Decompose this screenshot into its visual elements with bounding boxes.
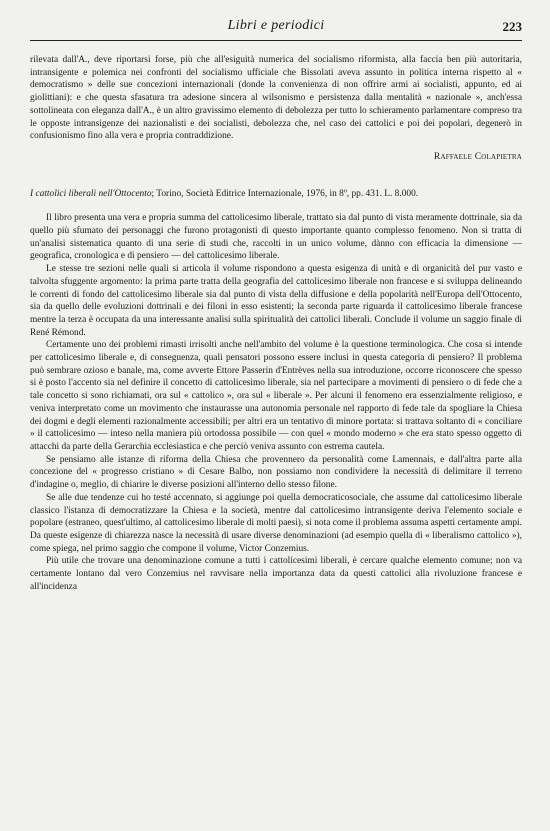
review-paragraph: Il libro presenta una vera e propria summa del cattolicesimo liberale, trattato sia dal punto di vista meramente dottrinale, sia da quello più sfumato dei personaggi che furono protagonisti di questo importante quanto complesso fenomeno. Non si tratta di un'analisi sistematica quanto di una serie di studi che, raccolti in un unico volume, dànno con efficacia la dimensione — geografica, cronologica e di pensiero — del cattolicesimo liberale. <box>30 213 522 262</box>
review-paragraph: Se alle due tendenze cui ho testé accennato, si aggiunge poi quella democraticosociale, che assume dal cattolicesimo liberale classico l'istanza di democratizzare la Chiesa e la società, mentre dal cattolicesimo intransigente deriva l'elemento sociale e popolare (estraneo, quest'ultimo, al cattolicesimo liberale di molti paesi), si nota come il problema assuma aspetti certamente ampi. Da queste esigenze di chiarezza nasce la necessità di usare diverse denominazioni (ad esempio quella di « liberalismo cattolico »), come spiega, nel primo saggio che compone il volume, Victor Conzemius. <box>30 492 522 554</box>
page-body <box>30 54 522 593</box>
review-paragraph: Certamente uno dei problemi rimasti irrisolti anche nell'ambito del volume è la questione terminologica. Che cosa si intende per cattolicesimo liberale e, di conseguenza, quali pensatori possono essere inclusi in questa categoria di pensiero? Il problema può sembrare ozioso e banale, ma, come avverte Ettore Passerin d'Entrèves nella sua introduzione, occorre riconoscere che spesso si è posto l'accento sia nel definire il concetto di cattolicesimo liberale, sia nel partecipare a movimenti di pensiero o di fede che a tale concetto si sono richiamati, ora sul « cattolico », ora sul « liberale ». Per alcuni il fenomeno era essenzialmente religioso, e veniva interpretato come un movimento che instaurasse una autonomia personale nel rapporto di fede tale da spogliare la Chiesa dei dogmi e degli elementi razionalmente accessibili; per altri era un tentativo di minore portata: si trattava soltanto di « conciliare » il cattolicesimo — inteso nella maniera più ortodossa possibile — con quel « mondo moderno » che era stato spesso oggetto di attacchi da parte della Gerarchia ecclesiastica e che perciò veniva assunto con estrema cautela. <box>30 340 522 452</box>
running-header <box>30 16 522 41</box>
review-paragraph: Più utile che trovare una denominazione comune a tutti i cattolicesimi liberali, è cercare qualche elemento comune; non va certamente lontano dal vero Conzemius nel ravvisare nella importanza data da questi cattolici alla rivoluzione francese e all'incidenza <box>30 556 522 592</box>
review-paragraph: Le stesse tre sezioni nelle quali si articola il volume rispondono a questa esigenza di unità e di organicità del pur vasto e talvolta sfuggente argomento: la prima parte tratta della geografia del cattolicesimo liberale non francese e si sviluppa delineando le correnti di fondo del cattolicesimo liberale sia dal punto di vista della diffusione e della popolarità nell'Europa dell'Ottocento, sia da quello delle evoluzioni dottrinali e dei filoni in esso esistenti; la seconda parte riguarda il cattolicesimo liberale francese mentre la terza è occupata da una interessante analisi sulla spiritualità dei cattolici liberali. Conclude il volume un saggio finale di René Rémond. <box>30 264 522 338</box>
book-title: I cattolici liberali nell'Ottocento <box>30 188 152 199</box>
review-paragraph: Se pensiamo alle istanze di riforma della Chiesa che provennero da personalità come Lamennais, e dall'altra parte alla concezione del « progresso cristiano » di Cesare Balbo, non possiamo non condividere la necessità di delimitare il terreno d'indagine o, meglio, di chiarire le diverse posizioni all'interno dello stesso filone. <box>30 454 522 491</box>
previous-review-ending: rilevata dall'A., deve riportarsi forse, più che all'esiguità numerica del socialismo riformista, alla faccia ben più autoritaria, intransigente e polemica nei confronti del socialismo ufficiale che Bissolati aveva assunto in politica interna rispetto al « democratismo » delle sue concezioni internazionali (donde la convenienza di non offrire armi ai socialisti, appunto, ed ai giolittiani): e che questa sfasatura tra adesione sincera al wilsonismo e persistenza dalla mentalità « nazionale », anch'essa sottolineata con eleganza dall'A., è un altro gravissimo elemento di debolezza per tutto lo schieramento parlamentare compreso tra le opposte intransigenze dei nazionalisti e dei socialisti, debolezza che, nel caso dei cattolici e poi dei popolari, degenerò in confusionismo fino alla vera e propria contraddizione. <box>30 55 522 142</box>
publication-details: ; Torino, Società Editrice Internazionale, 1976, in 8º, pp. 431. L. 8.000. <box>151 188 419 199</box>
review-citation <box>30 188 522 201</box>
page-number: 223 <box>502 19 522 34</box>
reviewer-signature: Raffaele Colapietra <box>433 150 522 162</box>
running-title: Libri e periodici <box>227 18 325 33</box>
